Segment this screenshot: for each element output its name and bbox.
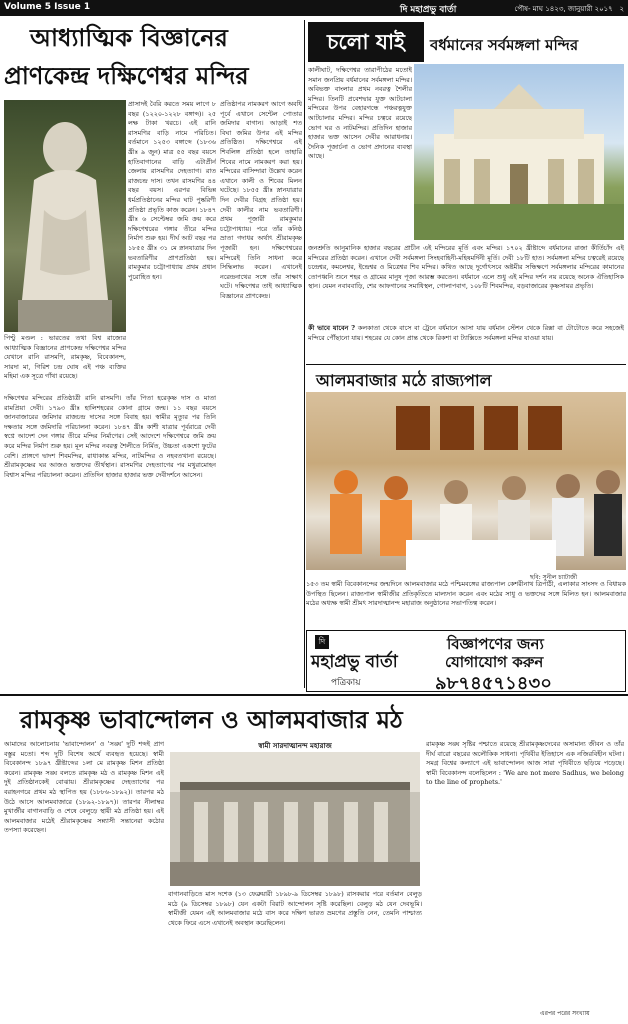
top-bar — [0, 0, 628, 16]
article4-col3: রামকৃষ্ণ সঙ্ঘ সৃষ্টির পশ্চাতে রয়েছে শ্রীরামকৃষ্ণদেবের অসামান্য জীবন ও তাঁর দীর্ঘ বারো বছরের অলৌকিক সাধনা। পৃথিবীর ইতিহাসে এক নজিরবিহীন ঘটনা। সমগ্র বিশ্বের কল্যাণে এই ভাবান্দোলন আজ সারা পৃথিবীতে ছড়িয়ে পড়েছে। স্বামী বিবেকানন্দ বলেছিলেন : 'We are not mere Sadhus, we belong to the line of prophets.' — [426, 740, 624, 787]
volume-label: Volume 5 Issue 1 — [4, 2, 91, 12]
advert-line1: বিজ্ঞাপণের জন্য — [447, 635, 544, 653]
issue-date: পৌষ- মাঘ ১৪২৩, জানুয়ারী ২০১৭ ২ — [514, 5, 624, 13]
article3-rule — [306, 364, 626, 365]
article1-col2: প্রতিষ্ঠাপর নামকরণ আগে অবধি পূর্বে এখানে সেন্টেল পোতার জমিদার বাগান। আড়াই শত বিঘা জমির উপর এই মন্দির প্রতিষ্ঠিত। দক্ষিণেশ্বরে এই শিবলিঙ্গ প্রতিষ্ঠা হলে তাহারি শিবের নামে নামকরণ করা হয়। মন্দিরের বাসিন্দারা উল্লেখ করেন এখানে কালী ও শিবের মিলন ঘটেছে। ১৮৫৫ খ্রীঃ স্নানযাত্রার দিন দেবীর বিগ্রহ প্রতিষ্ঠা হয়। দেবী কালীর নাম ভবতারিণী। প্রথম পূজারী রামকুমার চট্টোপাধ্যায়। পরে তাঁর কনিষ্ঠ ভ্রাতা গদাধর অর্থাৎ শ্রীরামকৃষ্ণ পূজারী হন। দক্ষিণেশ্বরের মন্দিরেই তিনি সাধনা করে সিদ্ধিলাভ করেন। এখানেই নরেন্দ্রনাথের সঙ্গে তাঁর সাক্ষাৎ ঘটে। দক্ষিণেশ্বর তাই আধ্যাত্মিক বিজ্ঞানের প্রাণকেন্দ্র। — [220, 100, 302, 300]
article1-title-line1: আধ্যাত্মিক বিজ্ঞানের — [30, 23, 228, 52]
advert-phone: ৯৮৭৪৫৭১৪৩০ — [435, 673, 552, 694]
column-divider — [304, 20, 305, 688]
photo-credit: ছবি: সুনীল চ্যাটার্জী — [530, 574, 578, 581]
section-rule — [0, 694, 628, 696]
article1-photo-caption: পিণ্টু মণ্ডল : ভারতের তথা বিশ্ব রাজ্যের আধ্যাত্মিক বিজ্ঞানের প্রাণকেন্দ্র দক্ষিণেশ্বর মন্দির যেখানে রানি রাসমণি, রামকৃষ্ণ, বিবেকানন্দ, সারদা মা, গিরিশ চন্দ্র ঘোষ এই পঞ্চ ব্যক্তির মহিমা এক সূত্রে গাঁথা রয়েছে। — [4, 334, 126, 381]
article2-body: জনশ্রুতি আনুমানিক হাজার বছরের প্রাচীন এই মন্দিরের মূর্তি এবং মন্দির। ১৭০২ খ্রীষ্টাব্দে বর্ধমানের রাজা কীর্তিচাঁদ এই মন্দিরের প্রতিষ্ঠা করেন। এখানে দেবী সর্বমঙ্গলা সিংহবাহিনী-মহিষমর্দিনী মূর্তি। দেবী ১৮টি হাত। সর্বমঙ্গলা মন্দির চত্বরেই রয়েছে চন্দ্রেশ্বর, কমলেশ্বর, ইন্দ্রেশ্বর ও মিত্রেশ্বর শিব মন্দির। কথিত আছে দুর্গোৎসবে অষ্টমীর সন্ধিক্ষণে সর্বমঙ্গলার মন্দিরের কামানের তোপধ্বনি শুনে শহর ও গ্রামের মানুষ পূজা আরম্ভ করতেন। বর্ধমানে এলে শুধু এই মন্দির দর্শন নয় রয়েছে অনেক ঐতিহাসিক স্থান। যেমন নবাববাড়ি, শের আফগানের সমাধিস্থল, গোলাপবাগ, ১০৮টি শিবমন্দির, বড়বাজারের কৃষ্ণসায়র প্রভৃতি। — [308, 244, 624, 291]
continued-note: এরপর পরের সংখ্যায় — [540, 1010, 590, 1017]
article2-tag: চলো যাই — [308, 22, 424, 62]
page-number: ২ — [619, 5, 624, 13]
article4-col2: বাগানবাড়িতে মাস দশেক (১৩ ফেব্রুয়ারী ১৮৯৮-৯ ডিসেম্বর ১৮৯৮) রাসকরার পরে বর্তমান বেলুড় মঠে (৯ ডিসেম্বর ১৮৯৮) যেন একটা বিরাট আন্দোলন সৃষ্টি করেছিল। বেলুড় মঠ যেন দেবভূমি। স্বামীজী যেমন এই আলমবাজার মঠে বাস করে দক্ষিণ ভারত ভ্রমণের প্রস্তুতি নেন, তেমনি পাশ্চাত্য থেকে ফিরে এসে এখানেই অবস্থান করেছিলেন। — [168, 890, 422, 927]
article4-photo-caption: স্বামী সারদাত্মানন্দ মহারাজ — [258, 741, 332, 750]
article1-body: দক্ষিণেশ্বর মন্দিরের প্রতিষ্ঠাত্রী রানি রাসমণি। তাঁর পিতা হরেকৃষ্ণ দাস ও মাতা রামপ্রিয়া দেবী। ১৭৯৩ খ্রীঃ হালিশহরের কোনা গ্রামে জন্ম। ১১ বছর বয়সে জানবাজারের জমিদার রাজচন্দ্র দাসের সঙ্গে বিবাহ হয়। স্বামীর মৃত্যুর পর তিনি দক্ষতার সঙ্গে জমিদারি পরিচালনা করেন। ১৮৪৭ খ্রীঃ কাশী যাত্রার পূর্বরাত্রে দেবী স্বপ্নে আদেশ দেন গঙ্গার তীরে মন্দির নির্মাণের। সেই আদেশে দক্ষিণেশ্বরে জমি ক্রয় করে মন্দির নির্মাণ শুরু হয়। মূল মন্দির নবরত্ন শৈলীতে নির্মিত, উচ্চতা একশো ফুটের বেশি। প্রাঙ্গণে দ্বাদশ শিবমন্দির, রাধাকান্ত মন্দির, নাটমন্দির ও নহবতখানা রয়েছে। শ্রীরামকৃষ্ণের ঘর আজও ভক্তদের তীর্থস্থান। রাসমণির দেহত্যাগের পর মথুরামোহন বিশ্বাস মন্দির পরিচালনা করেন। প্রতিদিন হাজার হাজার ভক্ত দেবীদর্শনে আসেন। — [4, 394, 216, 479]
paper-name: দি মহাপ্রভু বার্তা — [400, 5, 457, 15]
how-to-go-label: কী ভাবে যাবেন ? — [308, 324, 356, 332]
advert-logo-name: মহাপ্রভু বার্তা — [311, 652, 398, 672]
article2-col-left: কালীঘাট, দক্ষিণেশ্বর তারাপীঠের মতোই সমান জনপ্রিয় বর্ধমানের সর্বমঙ্গলা মন্দির। অবিভক্ত বাংলার প্রথম নবরত্ন শৈলীর মন্দির। তিনটি প্রবেশদ্বার যুক্ত আটচালা মন্দিরের উপর বেহারগন্ধে পঞ্চরত্নযুক্ত আটচালার মন্দির। মন্দির চত্বরে রয়েছে ভোগ ঘর ও নাটমন্দির। প্রতিদিন হাজার হাজার ভক্ত আসেন দেবীর আরাধনায়। দৈনিক পূজার্চনা ও ভোগ প্রদানের ব্যবস্থা আছে। — [308, 66, 412, 161]
article1-title-line2: প্রাণকেন্দ্র দক্ষিণেশ্বর মন্দির — [4, 61, 249, 90]
article4-col1: আমাদের আলোচনায় 'ভাবান্দোলন' ও 'সঙ্ঘ' দুটি শব্দই প্রাণ বস্তুর মতো। শব্দ দুটি বিশেষ অর্থে ব্যবহৃত হয়েছে। স্বামী বিবেকানন্দ ১৮৯৭ খ্রীষ্টাব্দের ১লা মে রামকৃষ্ণ মিশন প্রতিষ্ঠা করেন। রামকৃষ্ণ সঙ্ঘ বলতে রামকৃষ্ণ মঠ ও রামকৃষ্ণ মিশন এই দুই প্রতিষ্ঠানকেই বোঝায়। শ্রীরামকৃষ্ণের দেহত্যাগের পর বরাহনগরে প্রথম মঠ স্থাপিত হয় (১৮৮৬-১৮৯২)। তারপর মঠ উঠে আসে আলমবাজারে (১৮৯২-১৮৯৭)। তারপর নীলাম্বর মুখার্জীর বাগানবাড়ি ও শেষে বেলুড়ে স্থায়ী মঠ প্রতিষ্ঠা হয়। এই আলমবাজার মঠেই শ্রীরামকৃষ্ণের সন্ন্যাসী সন্তানেরা কঠোর তপস্যা করেছেন। — [4, 740, 164, 835]
advert-line2: যোগাযোগ করুন — [445, 653, 544, 671]
article1-col1: প্রাসাদই বৈরি করতে সময় লাগে ৮ বছর (১২২০-১২২৮ বঙ্গাব্দ)। ২৫ লক্ষ টাকা খরচে। এই রানি রাসমণির বাড়ি নামে পরিচিত। বর্তমানে ১২৫৩ বঙ্গাব্দে (১৮৩৬ খ্রীঃ ৯ জুন) মাত্র ৫৫ বছর বয়সে হাতিবাগানের বাড়ি এটাপ্রীর্ন জেলায় রাসমণির দেহত্যাগ। রাত রাজচন্দ্র দাস। তখন রাসমণির ৪৪ বছর বয়স। এরপর বিভিন্ন ধর্মপ্রতিষ্ঠানের মন্দির ঘাট পুষ্করিণী প্রতিষ্ঠা প্রভৃতি কাজ করেন। ১৮৪৭ খ্রীঃ ৬ সেপ্টেম্বর জমি ক্রয় করে দক্ষিণেশ্বরের গঙ্গার তীরে মন্দির নির্মাণ শুরু হয়। দীর্ঘ আট বছর পর ১৮৫৫ খ্রীঃ ৩১ মে স্নানযাত্রার দিন ভবতারিণীর প্রাণপ্রতিষ্ঠা হয়। রামকুমার চট্টোপাধ্যায় প্রথম প্রধান পুরোহিত হন। — [128, 100, 216, 281]
rasmoni-statue-photo — [4, 100, 126, 332]
article3-title: আলমবাজার মঠে রাজ্যপাল — [316, 371, 492, 390]
advert-logo-suffix: পত্রিকায় — [331, 678, 361, 688]
advert-logo-prefix: দি — [315, 635, 329, 649]
alambazar-math-photo — [170, 752, 420, 886]
article2-title: বর্ধমানের সর্বমঙ্গলা মন্দির — [430, 36, 579, 54]
article4-title: রামকৃষ্ণ ভাবান্দোলন ও আলমবাজার মঠ — [20, 705, 403, 734]
sarvamangala-temple-photo — [414, 64, 624, 240]
advert-box — [306, 630, 626, 692]
governor-event-photo — [306, 392, 626, 570]
article3-caption: ১৫৩ তম স্বামী বিবেকানন্দের জন্মদিনে আলমবাজার মঠে পশ্চিমবঙ্গের রাজ্যপাল কেশরীনাথ ত্রিপাঠী, এলাকার সাংসদ ও বিধায়ক উপস্থিত ছিলেন। রাজ্যপাল স্বামীজীর প্রতিকৃতিতে মাল্যদান করেন এবং মঠের সাধু ও ভক্তদের সঙ্গে মিলিত হন। আলমবাজার মঠের অধ্যক্ষ স্বামী শ্রীমৎ সারদাত্মানন্দ মহারাজ অনুষ্ঠানের সভাপতিত্ব করেন। — [306, 580, 626, 608]
article2-how-to-go: কী ভাবে যাবেন ? কলকাতা থেকে বাসে বা ট্রেনে বর্ধমানে আসা যায় বর্ধমান স্টেশন থেকে রিক্সা বা টোটোতে করে সহজেই মন্দিরে পৌঁছানো যায়। শহরের যে কোন প্রান্ত থেকে রিকশা বা ট্যাক্সিতে সর্বমঙ্গলা মন্দির যাওয়া যায়। — [308, 324, 624, 342]
